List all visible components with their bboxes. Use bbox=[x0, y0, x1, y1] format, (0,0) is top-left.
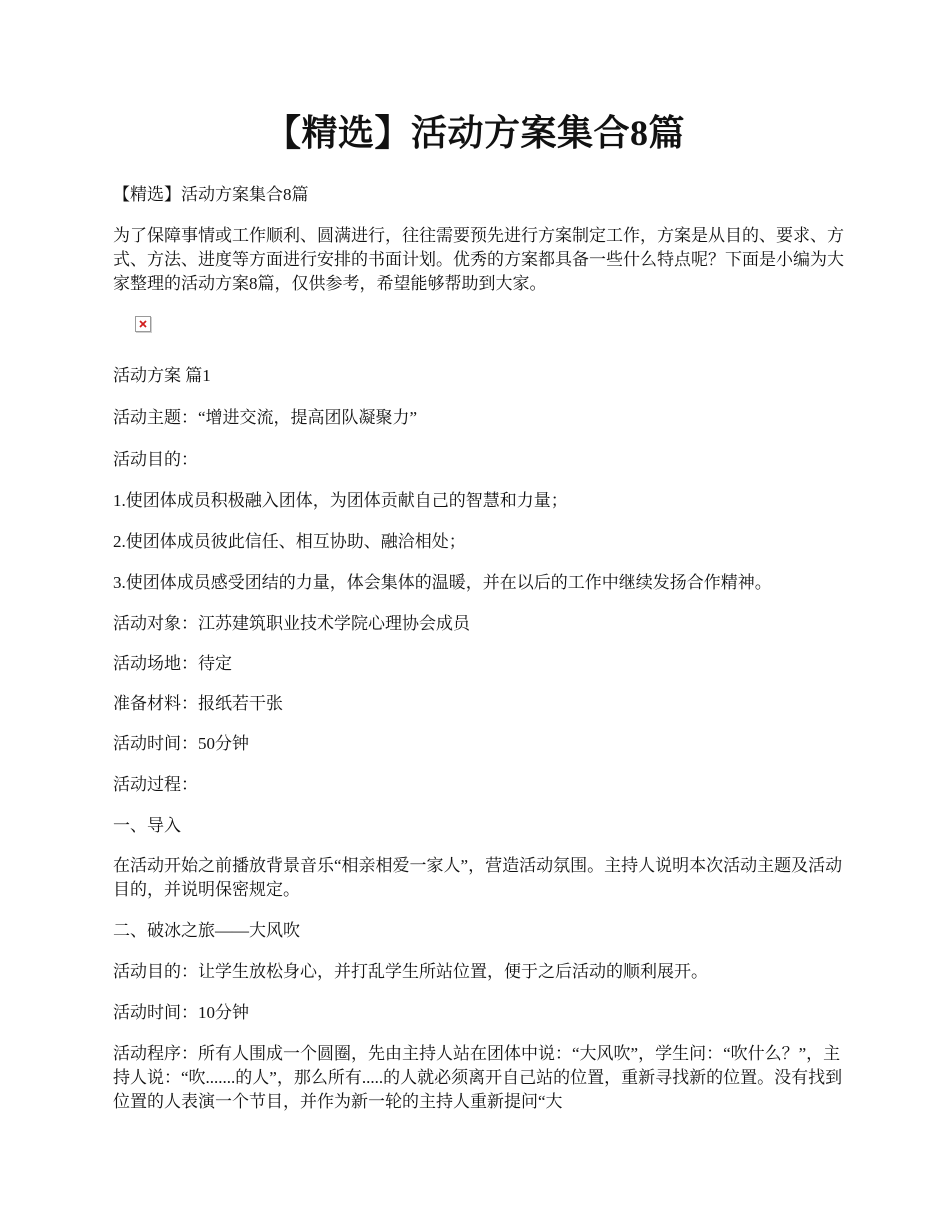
document-title: 【精选】活动方案集合8篇 bbox=[264, 113, 685, 153]
step-2-heading: 二、破冰之旅——大风吹 bbox=[113, 921, 300, 940]
section-heading: 活动方案 篇1 bbox=[113, 366, 211, 385]
prep-materials: 准备材料：报纸若干张 bbox=[113, 694, 283, 713]
activity-target: 活动对象：江苏建筑职业技术学院心理协会成员 bbox=[113, 614, 470, 633]
activity-purpose-label: 活动目的： bbox=[113, 450, 198, 469]
activity-venue: 活动场地：待定 bbox=[113, 654, 232, 673]
step-1-description: 在活动开始之前播放背景音乐“相亲相爱一家人”，营造活动氛围。主持人说明本次活动主题及活动目的，并说明保密规定。 bbox=[113, 856, 843, 899]
purpose-item-3: 3.使团体成员感受团结的力量，体会集体的温暖，并在以后的工作中继续发扬合作精神。 bbox=[113, 573, 772, 592]
document-subtitle: 【精选】活动方案集合8篇 bbox=[113, 185, 309, 204]
purpose-item-1: 1.使团体成员积极融入团体，为团体贡献自己的智慧和力量； bbox=[113, 491, 568, 510]
step-2-purpose: 活动目的：让学生放松身心，并打乱学生所站位置，便于之后活动的顺利展开。 bbox=[113, 962, 708, 981]
step-2-duration: 活动时间：10分钟 bbox=[113, 1003, 249, 1022]
activity-process-label: 活动过程： bbox=[113, 775, 198, 794]
step-2-procedure: 活动程序：所有人围成一个圆圈，先由主持人站在团体中说：“大风吹”，学生问：“吹什么？”，主持人说：“吹.......的人”，那么所有.....的人就必须离开自己站的位置，重新寻找新的位置。没有找到位置的人表演一个节目，并作为新一轮的主持人重新提问“大 bbox=[113, 1044, 843, 1111]
step-1-heading: 一、导入 bbox=[113, 816, 181, 835]
intro-paragraph: 为了保障事情或工作顺利、圆满进行，往往需要预先进行方案制定工作，方案是从目的、要求、方式、方法、进度等方面进行安排的书面计划。优秀的方案都具备一些什么特点呢？下面是小编为大家整理的活动方案8篇，仅供参考，希望能够帮助到大家。 bbox=[113, 226, 844, 293]
broken-image-icon bbox=[135, 316, 151, 332]
activity-duration: 活动时间：50分钟 bbox=[113, 734, 249, 753]
activity-theme: 活动主题：“增进交流，提高团队凝聚力” bbox=[113, 408, 418, 427]
purpose-item-2: 2.使团体成员彼此信任、相互协助、融洽相处； bbox=[113, 532, 466, 551]
